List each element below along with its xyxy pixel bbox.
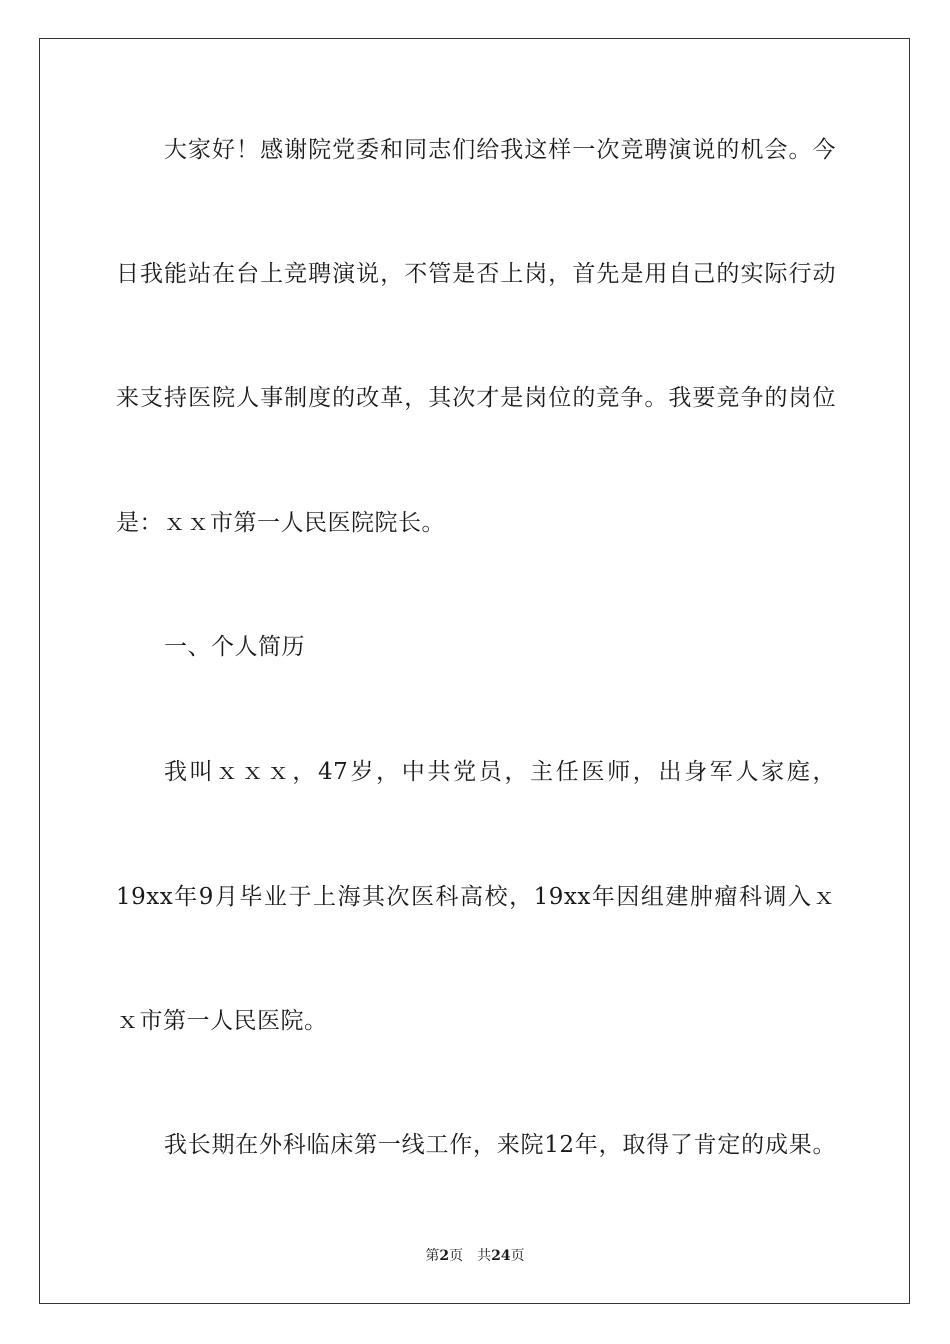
page-prefix: 第 [425, 1248, 440, 1264]
page-footer [0, 1247, 950, 1265]
paragraph-line-8: ｘ市第一人民医院。 [116, 1008, 328, 1034]
paragraph-line-4: 是：ｘｘ市第一人民医院院长。 [116, 510, 445, 536]
paragraph-line-1: 大家好！感谢院党委和同志们给我这样一次竞聘演说的机会。今 [164, 137, 836, 163]
paragraph-line-9: 我长期在外科临床第一线工作，来院12年，取得了肯定的成果。 [164, 1132, 836, 1158]
page-border [39, 38, 910, 1304]
paragraph-line-7: 19xx年9月毕业于上海其次医科高校，19xx年因组建肿瘤科调入ｘ [116, 884, 836, 910]
page-suffix: 页 [449, 1248, 464, 1264]
paragraph-line-3: 来支持医院人事制度的改革，其次才是岗位的竞争。我要竞争的岗位 [116, 385, 836, 411]
total-prefix: 共 [477, 1248, 492, 1264]
section-heading: 一、个人简历 [164, 634, 305, 660]
total-pages: 24 [491, 1248, 511, 1264]
total-suffix: 页 [510, 1248, 525, 1264]
paragraph-line-6: 我叫ｘｘｘ，47岁，中共党员，主任医师，出身军人家庭， [164, 759, 836, 785]
page-number: 2 [439, 1248, 450, 1264]
paragraph-line-2: 日我能站在台上竞聘演说，不管是否上岗，首先是用自己的实际行动 [116, 261, 836, 287]
